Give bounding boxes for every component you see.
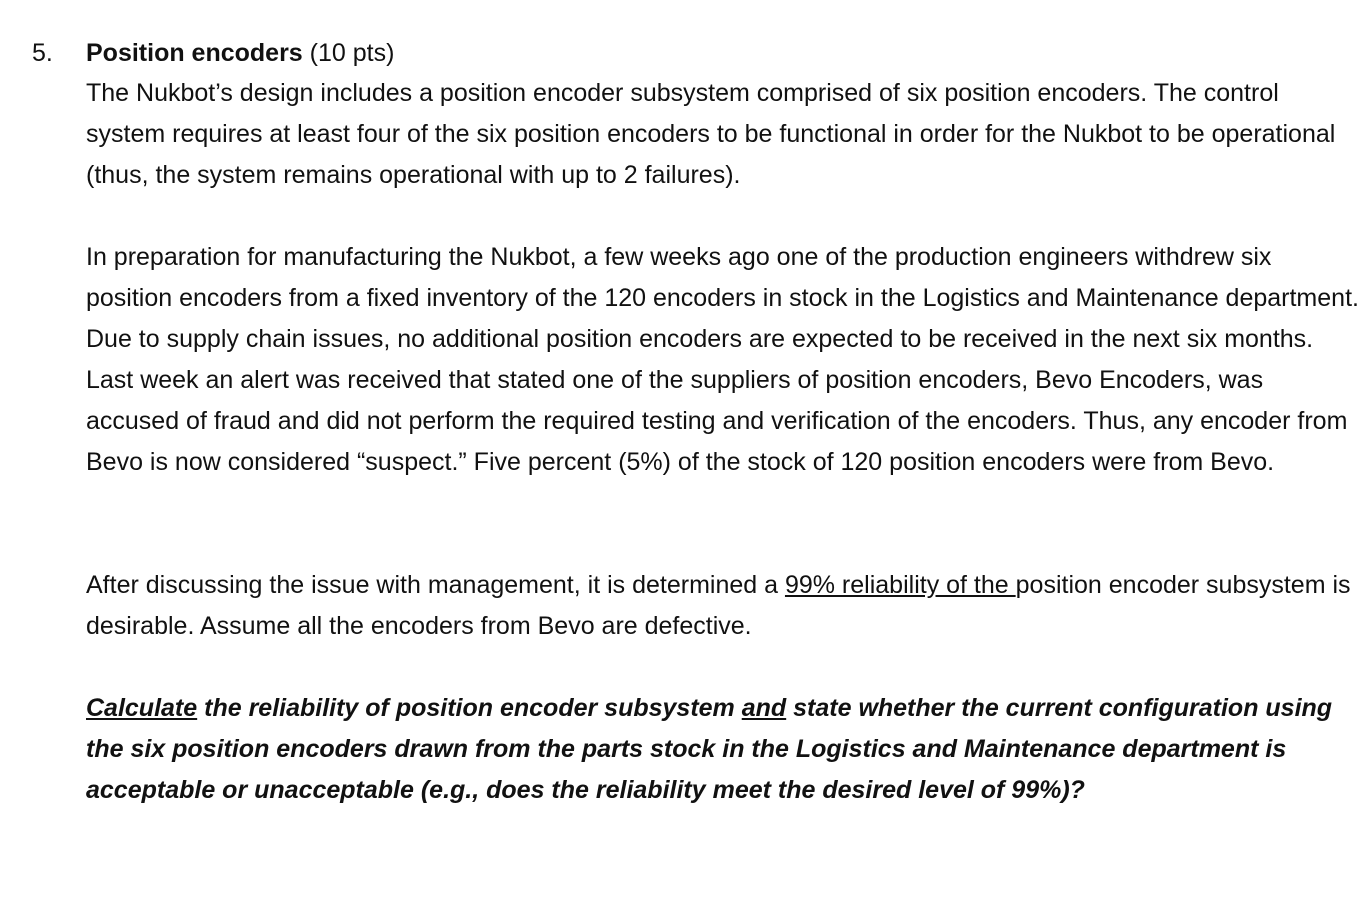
requirement-underlined-text: 99% reliability of the xyxy=(784,571,1016,599)
paragraph-system-description: The Nukbot’s design includes a position encoder subsystem comprised of six position encoders. The control system requires at least four of the six position encoders to be functional in order for the Nukbot to be operational (thus, the system remains operational with up to 2 failures). xyxy=(86,79,1336,189)
question-number: 5. xyxy=(32,39,53,67)
task-verb: Calculate xyxy=(86,694,198,722)
requirement-text-start: After discussing the issue with management, it is determined a xyxy=(86,571,785,599)
question-points: (10 pts) xyxy=(302,39,395,67)
requirement-text-end: position encoder subsystem is desirable. Assume all the encoders from Bevo are defective. xyxy=(86,571,1351,640)
paragraph-reliability-requirement xyxy=(86,565,1361,647)
task-instruction xyxy=(86,688,1361,811)
task-conjunction: and xyxy=(741,694,787,722)
question-title: Position encoders xyxy=(86,39,303,67)
task-text-part1: the reliability of position encoder subsystem xyxy=(197,694,742,722)
question-heading xyxy=(86,36,394,70)
task-text-part2: state whether the current configuration using the six position encoders drawn from the parts stock in the Logistics and Maintenance department is acceptable or unacceptable (e.g., does the reliability meet the desired level of 99%)? xyxy=(86,694,1333,804)
paragraph-inventory-issue: In preparation for manufacturing the Nukbot, a few weeks ago one of the production engineers withdrew six position encoders from a fixed inventory of the 120 encoders in stock in the Logistics and Maintenance department. Due to supply chain issues, no additional position encoders are expected to be received in the next six months. Last week an alert was received that stated one of the suppliers of position encoders, Bevo Encoders, was accused of fraud and did not perform the required testing and verification of the encoders. Thus, any encoder from Bevo is now considered “suspect.” Five percent (5%) of the stock of 120 position encoders were from Bevo. xyxy=(86,243,1359,476)
